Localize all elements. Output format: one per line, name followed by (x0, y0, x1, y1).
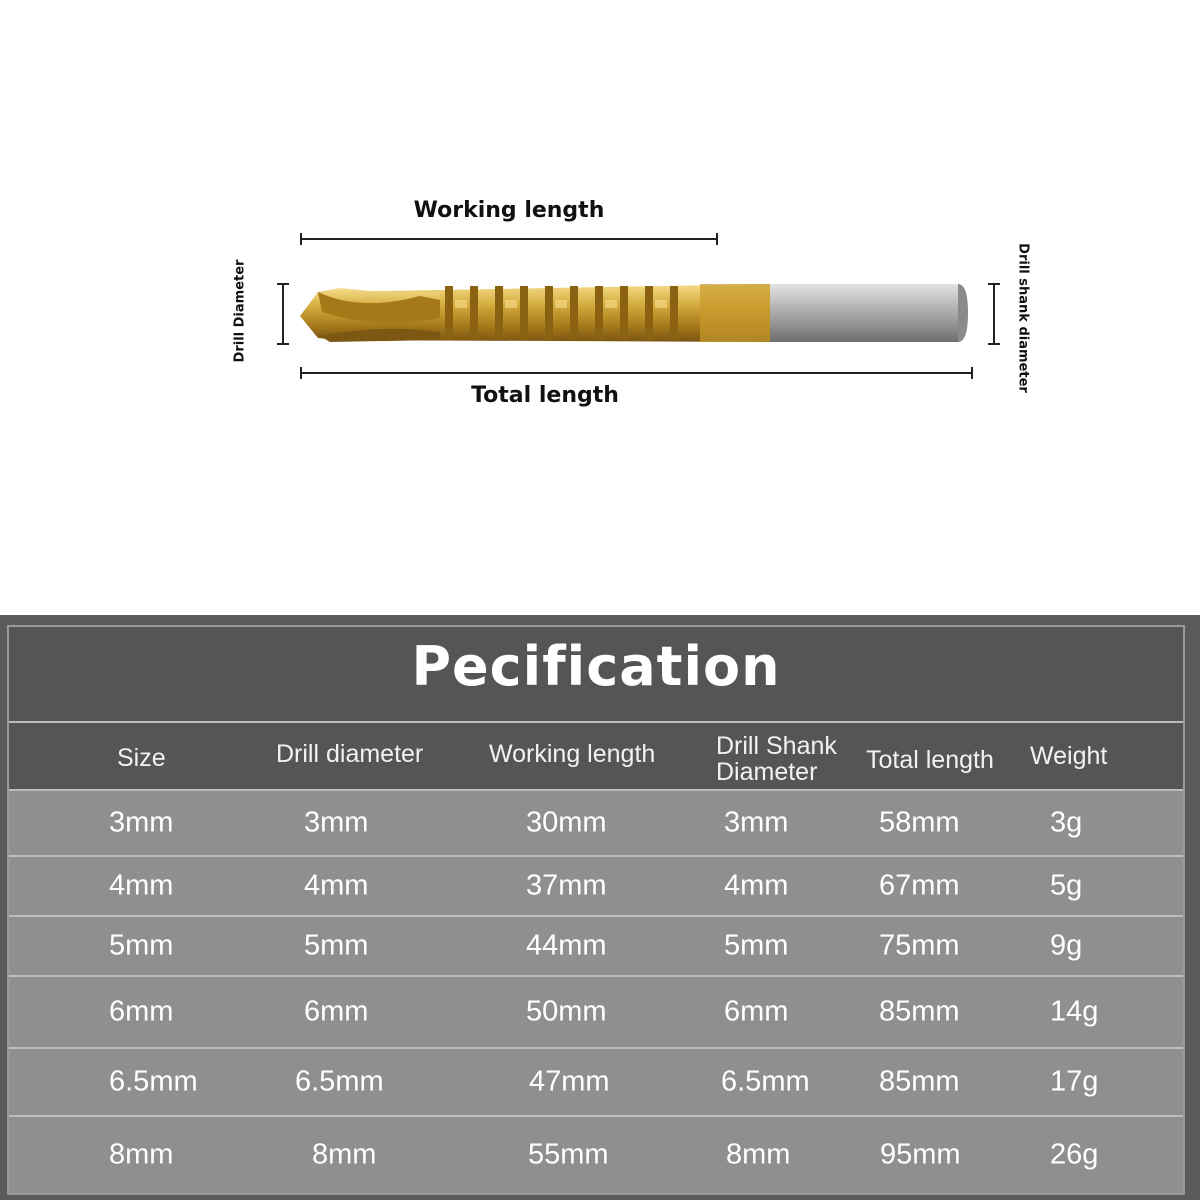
cell-drill-diameter: 8mm (312, 1138, 377, 1171)
cell-size: 6mm (109, 995, 174, 1028)
shank-diameter-dimension-line (988, 284, 1000, 344)
cell-shank-diameter: 5mm (724, 929, 789, 962)
cell-working-length: 55mm (528, 1138, 609, 1171)
table-header-row (9, 723, 1183, 789)
cell-shank-diameter: 8mm (726, 1138, 791, 1171)
cell-drill-diameter: 6mm (304, 995, 369, 1028)
cell-weight: 17g (1050, 1065, 1099, 1098)
cell-drill-diameter: 6.5mm (295, 1065, 384, 1098)
cell-shank-diameter: 6mm (724, 995, 789, 1028)
drill-diameter-dimension-line (277, 284, 289, 344)
cell-working-length: 50mm (526, 995, 607, 1028)
header-shank-diameter-line2: Diameter (716, 758, 818, 786)
cell-drill-diameter: 5mm (304, 929, 369, 962)
working-length-dimension-line (301, 233, 717, 245)
cell-weight: 5g (1050, 869, 1083, 902)
cell-total-length: 85mm (879, 995, 960, 1028)
cell-total-length: 95mm (880, 1138, 961, 1171)
cell-shank-diameter: 4mm (724, 869, 789, 902)
cell-size: 8mm (109, 1138, 174, 1171)
header-shank-diameter-line1: Drill Shank (716, 732, 837, 760)
drill-shank (770, 284, 968, 342)
cell-weight: 9g (1050, 929, 1083, 962)
cell-weight: 3g (1050, 806, 1083, 839)
header-size: Size (117, 744, 166, 772)
header-weight: Weight (1030, 742, 1108, 770)
cell-working-length: 37mm (526, 869, 607, 902)
table-row (9, 789, 1183, 855)
cell-size: 6.5mm (109, 1065, 198, 1098)
cell-weight: 14g (1050, 995, 1099, 1028)
cell-total-length: 58mm (879, 806, 960, 839)
header-drill-diameter: Drill diameter (276, 740, 424, 768)
cell-working-length: 30mm (526, 806, 607, 839)
cell-total-length: 67mm (879, 869, 960, 902)
table-row (9, 1115, 1183, 1193)
cell-working-length: 44mm (526, 929, 607, 962)
specification-panel (0, 615, 1200, 1200)
cell-weight: 26g (1050, 1138, 1099, 1171)
cell-shank-diameter: 6.5mm (721, 1065, 810, 1098)
total-length-label: Total length (471, 383, 619, 408)
table-row (9, 975, 1183, 1047)
header-total-length: Total length (866, 746, 994, 774)
drill-tip (300, 288, 440, 342)
title-bar (9, 627, 1183, 723)
table-row (9, 915, 1183, 975)
header-working-length: Working length (489, 740, 656, 768)
specification-table (7, 625, 1185, 1195)
cell-size: 3mm (109, 806, 174, 839)
working-length-label: Working length (413, 198, 605, 223)
spec-title: Pecification (411, 635, 781, 698)
cell-shank-diameter: 3mm (724, 806, 789, 839)
cell-drill-diameter: 4mm (304, 869, 369, 902)
cell-size: 4mm (109, 869, 174, 902)
table-row (9, 1047, 1183, 1115)
total-length-dimension-line (301, 367, 972, 379)
table-row (9, 855, 1183, 915)
cell-working-length: 47mm (529, 1065, 610, 1098)
cell-drill-diameter: 3mm (304, 806, 369, 839)
cell-total-length: 85mm (879, 1065, 960, 1098)
shank-diameter-label: Drill shank diameter (1015, 243, 1031, 393)
drill-diameter-label: Drill Diameter (232, 259, 248, 363)
cell-total-length: 75mm (879, 929, 960, 962)
cell-size: 5mm (109, 929, 174, 962)
